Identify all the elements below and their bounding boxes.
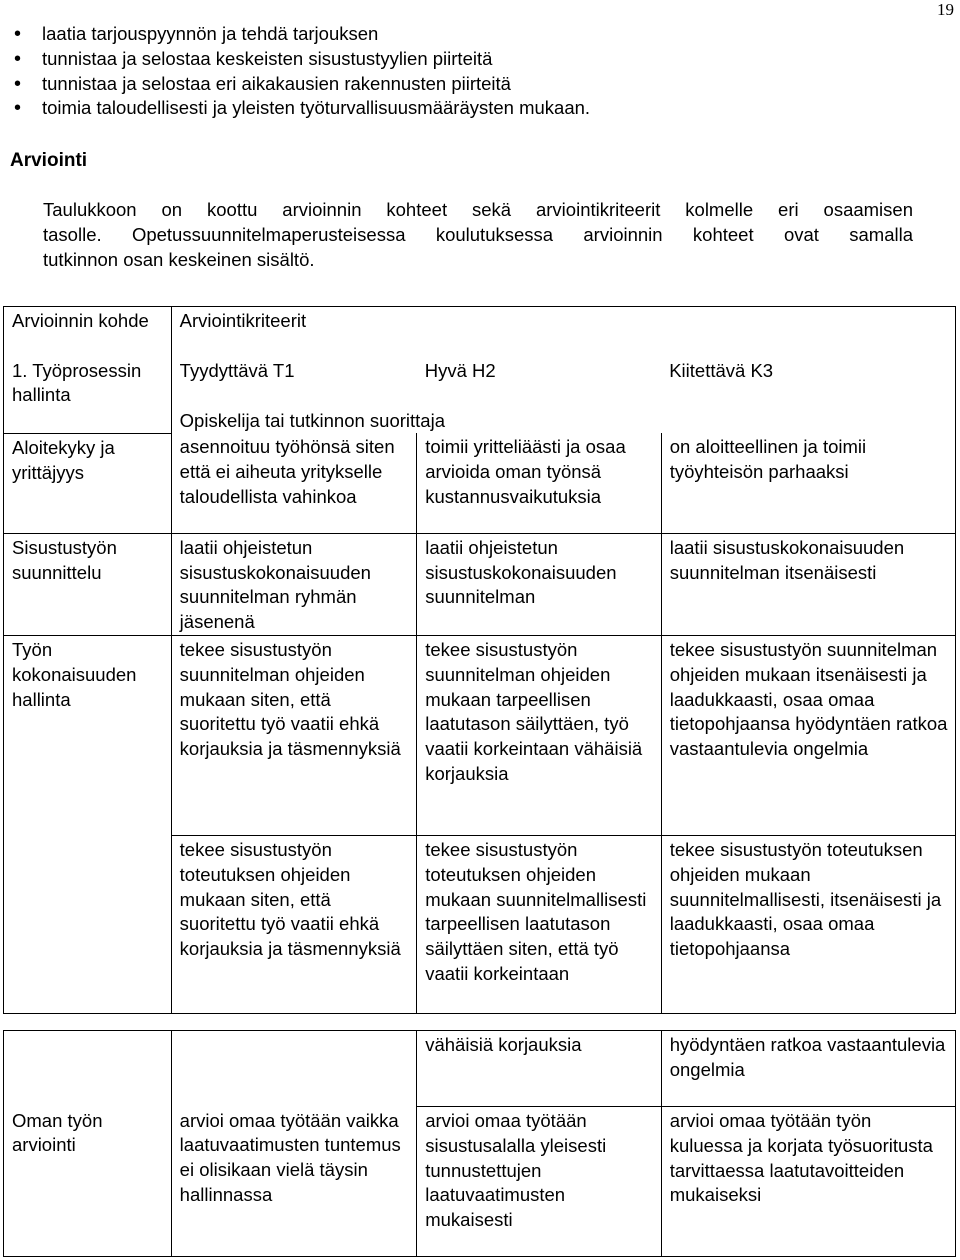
criteria-h2-cell: vähäisiä korjauksia <box>417 1031 661 1107</box>
criteria-h2-cell: tekee sisustustyön suunnitelman ohjeiden mukaan tarpeellisen laatutason säilyttäen, työ vaatii korkeintaan vähäisiä korjauksia <box>417 635 661 835</box>
criteria-k3-cell: tekee sisustustyön toteutuksen ohjeiden mukaan suunnitelmallisesti, itsenäisesti ja laadukkaasti, osaa omaa tietopohjaansa <box>661 835 955 1013</box>
page-number: 19 <box>937 0 954 19</box>
criteria-t1-cell <box>171 1031 417 1107</box>
criteria-k3-cell: hyödyntäen ratkoa vastaantulevia ongelmia <box>661 1031 955 1107</box>
level-k3-cell: Kiitettävä K3 <box>661 357 955 407</box>
target-cell: Sisustustyön suunnittelu <box>4 533 172 635</box>
list-item: • laatia tarjouspyynnön ja tehdä tarjouksen <box>14 22 590 47</box>
criteria-h2-cell: toimii yritteliäästi ja osaa arvioida oman työnsä kustannusvaikutuksia <box>417 433 661 533</box>
criteria-t1-cell: laatii ohjeistetun sisustuskokonaisuuden suunnitelman ryhmän jäsenenä <box>171 533 417 635</box>
paragraph-line: tasolle. Opetussuunnitelmaperusteisessa koulutuksessa arvioinnin kohteet ovat samalla <box>43 223 913 245</box>
criteria-t1-cell: tekee sisustustyön suunnitelman ohjeiden mukaan siten, että suoritettu työ vaatii ehkä korjauksia ja täsmennyksiä <box>171 635 417 835</box>
section-cell: 1. Työprosessin hallinta <box>4 357 172 434</box>
target-cell: Aloitekyky ja yrittäjyys <box>4 433 172 533</box>
criteria-t1-cell: asennoituu työhönsä siten että ei aiheuta yritykselle taloudellista vahinkoa <box>171 433 417 533</box>
criteria-k3-cell: on aloitteellinen ja toimii työyhteisön parhaaksi <box>661 433 955 533</box>
level-h2-cell: Hyvä H2 <box>424 359 496 381</box>
intro-paragraph <box>43 198 913 272</box>
criteria-h2-cell: tekee sisustustyön toteutuksen ohjeiden mukaan suunnitelmallisesti tarpeellisen laatutason säilyttäen siten, että työ vaatii korkeintaan <box>417 835 661 1013</box>
objective-list <box>14 22 590 121</box>
paragraph-line: Taulukkoon on koottu arvioinnin kohteet sekä arviointikriteerit kolmelle eri osaamisen <box>43 199 913 220</box>
assessment-table <box>3 306 956 1014</box>
criteria-k3-cell: arvioi omaa työtään työn kuluessa ja korjata työsuoritusta tarvittaessa laatutavoitteiden mukaiseksi <box>661 1107 955 1257</box>
criteria-t1-cell: arvioi omaa työtään vaikka laatuvaatimusten tuntemus ei olisikaan vielä täysin hallinnassa <box>171 1107 417 1257</box>
criteria-k3-cell: laatii sisustuskokonaisuuden suunnitelman itsenäisesti <box>661 533 955 635</box>
list-item: • tunnistaa ja selostaa keskeisten sisustustyylien piirteitä <box>14 47 590 72</box>
section-heading: Arviointi <box>10 150 88 171</box>
target-cell: Oman työn arviointi <box>4 1107 172 1257</box>
target-cell <box>4 835 172 1013</box>
subject-intro-cell: Opiskelija tai tutkinnon suorittaja <box>171 407 955 434</box>
criteria-h2-cell: laatii ohjeistetun sisustuskokonaisuuden suunnitelman <box>417 533 661 635</box>
criteria-k3-cell: tekee sisustustyön suunnitelman ohjeiden mukaan itsenäisesti ja laadukkaasti, osaa omaa tietopohjaansa hyödyntäen ratkoa vastaantulevia ongelmia <box>661 635 955 835</box>
criteria-t1-cell: tekee sisustustyön toteutuksen ohjeiden mukaan siten, että suoritettu työ vaatii ehkä korjauksia ja täsmennyksiä <box>171 835 417 1013</box>
paragraph-line: tutkinnon osan keskeinen sisältö. <box>43 248 315 270</box>
target-cell: Työn kokonaisuuden hallinta <box>4 635 172 835</box>
header-criteria-cell: Arviointikriteerit <box>171 307 955 357</box>
target-cell <box>4 1031 172 1107</box>
header-target-cell: Arvioinnin kohde <box>4 307 172 357</box>
list-item: • tunnistaa ja selostaa eri aikakausien rakennusten piirteitä <box>14 72 590 97</box>
level-t1-cell: Tyydyttävä T1 <box>171 357 417 407</box>
assessment-table-continued <box>3 1030 956 1257</box>
criteria-h2-cell: arvioi omaa työtään sisustusalalla yleisesti tunnustettujen laatuvaatimusten mukaisesti <box>417 1107 661 1257</box>
list-item: • toimia taloudellisesti ja yleisten työturvallisuusmääräysten mukaan. <box>14 96 590 121</box>
